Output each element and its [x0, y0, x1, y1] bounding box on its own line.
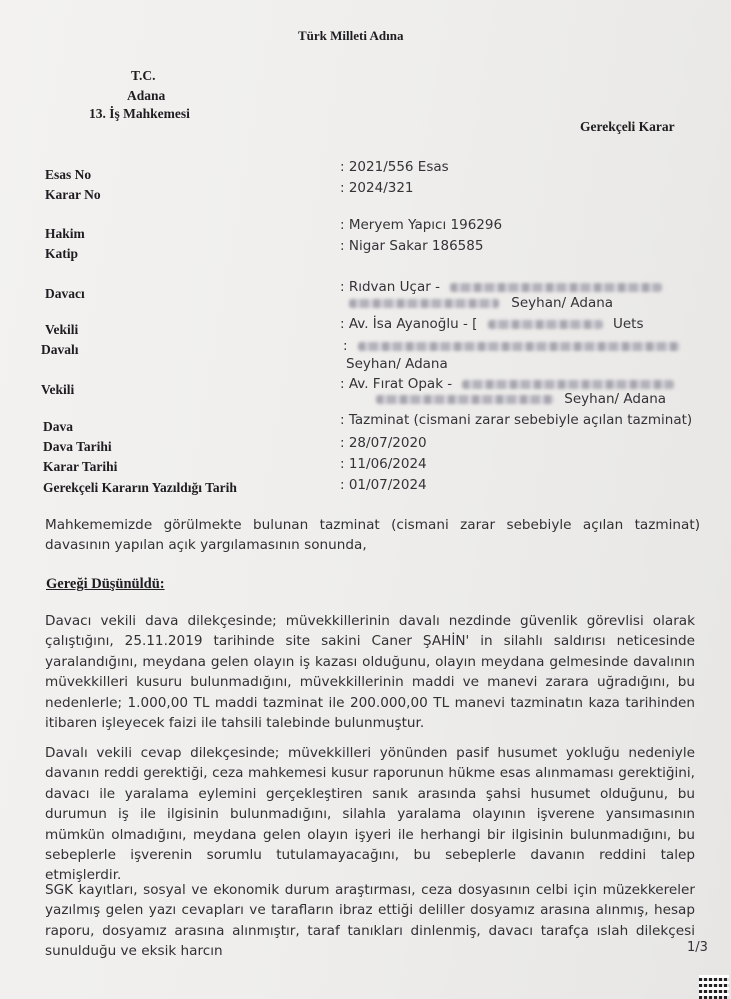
label-gerekceli-tarih: Gerekçeli Kararın Yazıldığı Tarih: [43, 480, 237, 495]
vekili-1-name: : Av. İsa Ayanoğlu - [: [340, 316, 478, 332]
davaci-name: : Rıdvan Uçar -: [340, 279, 440, 295]
city-label: Adana: [127, 88, 166, 103]
redacted-name: [358, 342, 680, 351]
value-hakim: : Meryem Yapıcı 196296: [340, 217, 503, 233]
redacted-address: [376, 395, 554, 404]
document-title: Türk Milleti Adına: [298, 28, 404, 43]
label-vekili-1: Vekili: [45, 322, 79, 337]
label-esas-no: Esas No: [45, 167, 92, 182]
qr-code-icon: [699, 975, 729, 999]
intro-paragraph: Mahkememizde görülmekte bulunan tazminat (cismani zarar sebebiyle açılan tazminat) davasının yapılan açık yargılamasının sonunda,: [45, 517, 700, 554]
document-type: Gerekçeli Karar: [580, 119, 675, 134]
label-dava-tarihi: Dava Tarihi: [43, 439, 112, 454]
davaci-city: Seyhan/ Adana: [511, 295, 614, 311]
paragraph-3: SGK kayıtları, sosyal ve ekonomik durum araştırması, ceza dosyasının celbi için müzekkereler yazılmış gelen yazı cevapları ve tarafların ibraz ettiği deliller dosyamız arasına alınmış, hesap raporu, dosyamız arasına alınmıştır, taraf tanıkları dinlenmiş, davacı tarafça ıslah dilekçesi sunulduğu ve eksik harcın: [45, 882, 695, 960]
value-vekili-2: [340, 376, 674, 392]
value-karar-no: : 2024/321: [340, 180, 414, 196]
value-davali: [343, 338, 680, 354]
value-davaci: [340, 279, 662, 295]
paragraph-2: Davalı vekili cevap dilekçesinde; müvekkilleri yönünden pasif husumet yokluğu nedeniyle davanın reddi gerektiği, ceza mahkemesi kusur raporunun hükme esas alınmaması gerektiğini, davacı ile yaralama eylemini gerçekleştiren sanık arasında şahsi husumet olduğunu, bu durumun iş ile ilgisinin bulunmadığını, silahla yaralama olayının işverene yansımasının mümkün olmadığını, meydana gelen olayın işyeri ile herhangi bir ilgisinin bulunmadığını, bu sebeplerle işverenin sorumlu tutulamayacağını, bu sebeplerle davanın reddini talep etmişlerdir.: [45, 745, 695, 884]
label-davali: Davalı: [41, 342, 79, 357]
label-katip: Katip: [45, 246, 79, 261]
value-davaci-line2: [349, 295, 613, 311]
paragraph-1: Davacı vekili dava dilekçesinde; müvekkillerinin davalı nezdinde güvenlik görevlisi olarak çalıştığını, 25.11.2019 tarihinde site sakini Caner ŞAHİN' in silahlı saldırısı neticesinde yaralandığını, meydana gelen olayın iş kazası olduğunu, olayın meydana gelmesinde davalının müvekkilleri kusuru bulunmadığını, müvekkillerinin maddi ve manevi zarara uğradığını, bu nedenlerle; 1.000,00 TL maddi tazminat ile 200.000,00 TL manevi tazminatın kaza tarihinden itibaren işleyecek faizi ile tahsili talebinde bulunmuştur.: [45, 613, 695, 732]
redacted-contact: [462, 380, 674, 389]
redacted-address: [450, 283, 662, 292]
value-esas-no: : 2021/556 Esas: [340, 159, 449, 175]
value-karar-tarihi: : 11/06/2024: [340, 456, 427, 472]
label-karar-tarihi: Karar Tarihi: [43, 459, 118, 474]
page-number: 1/3: [687, 940, 708, 955]
redacted-address: [349, 299, 499, 308]
label-hakim: Hakim: [45, 226, 85, 241]
vekili-2-city: Seyhan/ Adana: [564, 391, 667, 407]
label-davaci: Davacı: [45, 286, 85, 301]
label-karar-no: Karar No: [45, 187, 101, 202]
value-gerekceli-tarih: : 01/07/2024: [340, 477, 427, 493]
tc-label: T.C.: [131, 68, 156, 83]
value-vekili-2-line2: [376, 391, 666, 407]
value-davali-city: Seyhan/ Adana: [346, 356, 448, 372]
vekili-2-name: : Av. Fırat Opak -: [340, 376, 453, 392]
redacted-contact: [488, 320, 603, 329]
vekili-1-uets: Uets: [612, 316, 644, 332]
value-vekili-1: [340, 316, 644, 332]
section-heading: Gereği Düşünüldü:: [46, 576, 165, 592]
label-dava: Dava: [43, 419, 73, 434]
label-vekili-2: Vekili: [41, 382, 75, 397]
davali-colon: :: [343, 338, 348, 354]
value-katip: : Nigar Sakar 186585: [340, 238, 484, 254]
value-dava: : Tazminat (cismani zarar sebebiyle açılan tazminat): [340, 412, 693, 428]
value-dava-tarihi: : 28/07/2020: [340, 435, 427, 451]
court-name: 13. İş Mahkemesi: [89, 106, 190, 121]
